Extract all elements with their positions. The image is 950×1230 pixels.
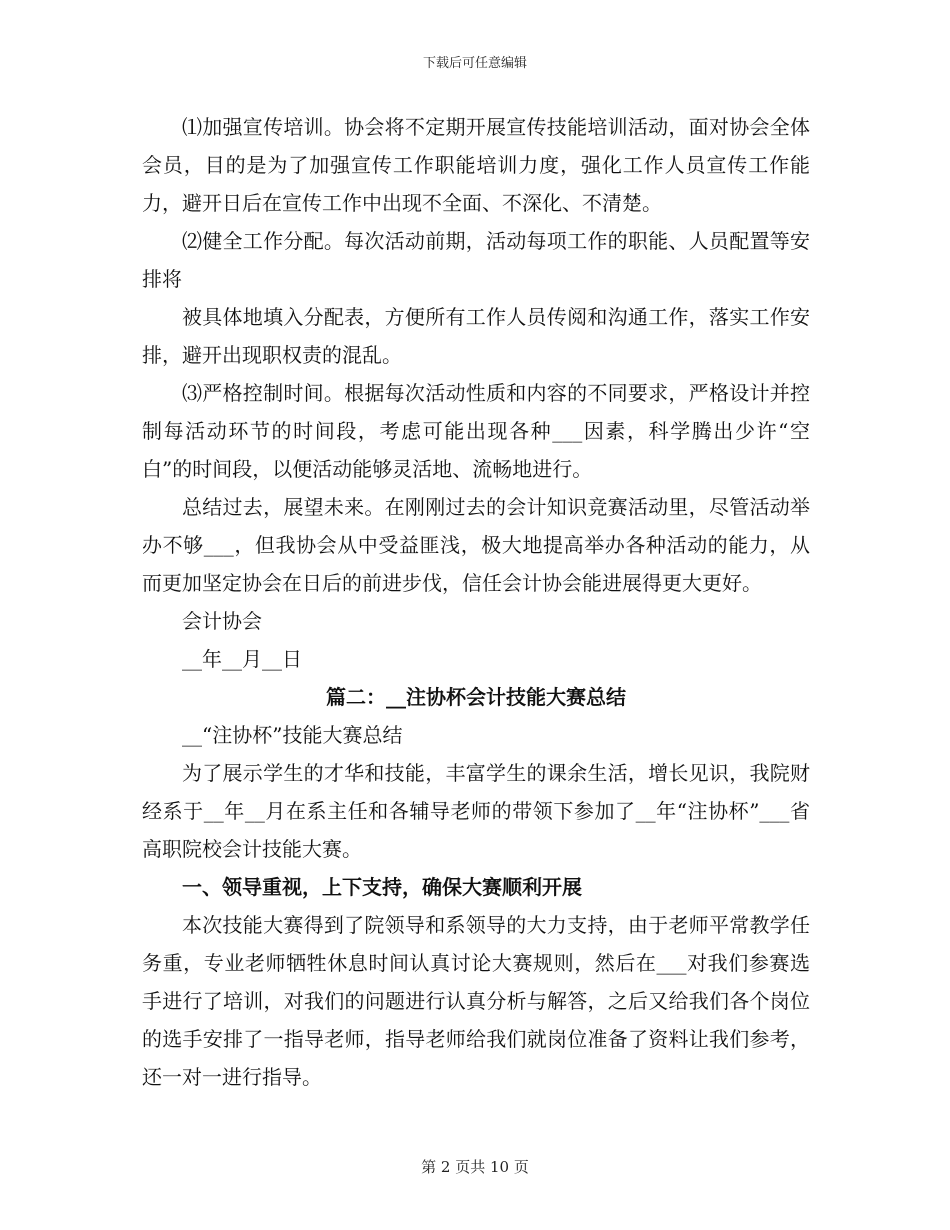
signature-organization: 会计协会 — [182, 609, 262, 633]
section-heading-1: 一、领导重视，上下支持，确保大赛顺利开展 — [182, 875, 582, 899]
signature-date: __年__月__日 — [182, 647, 302, 671]
document-body — [142, 108, 810, 1096]
paragraph-time-control: ⑶严格控制时间。根据每次活动性质和内容的不同要求，严格设计并控制每活动环节的时间段，考虑可能出现各种___因素，科学腾出少许“空白”的时间段，以便活动能够灵活地、流畅地进行。 — [142, 381, 810, 481]
section-title: 篇二：__注协杯会计技能大赛总结 — [326, 685, 626, 709]
paragraph-intro: 为了展示学生的才华和技能，丰富学生的课余生活，增长见识，我院财经系于__年__月在系主任和各辅导老师的带领下参加了__年“注协杯”___省高职院校会计技能大赛。 — [142, 761, 810, 861]
subtitle: __“注协杯”技能大赛总结 — [182, 723, 403, 747]
paragraph-summary: 总结过去，展望未来。在刚刚过去的会计知识竞赛活动里，尽管活动举办不够___，但我协会从中受益匪浅，极大地提高举办各种活动的能力，从而更加坚定协会在日后的前进步伐，信任会计协会能进展得更大更好。 — [142, 495, 810, 595]
page-header: 下载后可任意编辑 — [422, 56, 527, 71]
paragraph-support: 本次技能大赛得到了院领导和系领导的大力支持，由于老师平常教学任务重，专业老师牺牲休息时间认真讨论大赛规则，然后在___对我们参赛选手进行了培训，对我们的问题进行认真分析与解答，之后又给我们各个岗位的选手安排了一指导老师，指导老师给我们就岗位准备了资料让我们参考，还一对一进行指导。 — [142, 913, 810, 1089]
paragraph-allocation-table: 被具体地填入分配表，方便所有工作人员传阅和沟通工作，落实工作安排，避开出现职权责的混乱。 — [142, 305, 810, 367]
paragraph-work-allocation: ⑵健全工作分配。每次活动前期，活动每项工作的职能、人员配置等安排将 — [142, 229, 810, 291]
paragraph-strengthen-training: ⑴加强宣传培训。协会将不定期开展宣传技能培训活动，面对协会全体会员，目的是为了加强宣传工作职能培训力度，强化工作人员宣传工作能力，避开日后在宣传工作中出现不全面、不深化、不清楚。 — [142, 115, 810, 215]
page-footer: 第 2 页共 10 页 — [421, 1158, 529, 1176]
